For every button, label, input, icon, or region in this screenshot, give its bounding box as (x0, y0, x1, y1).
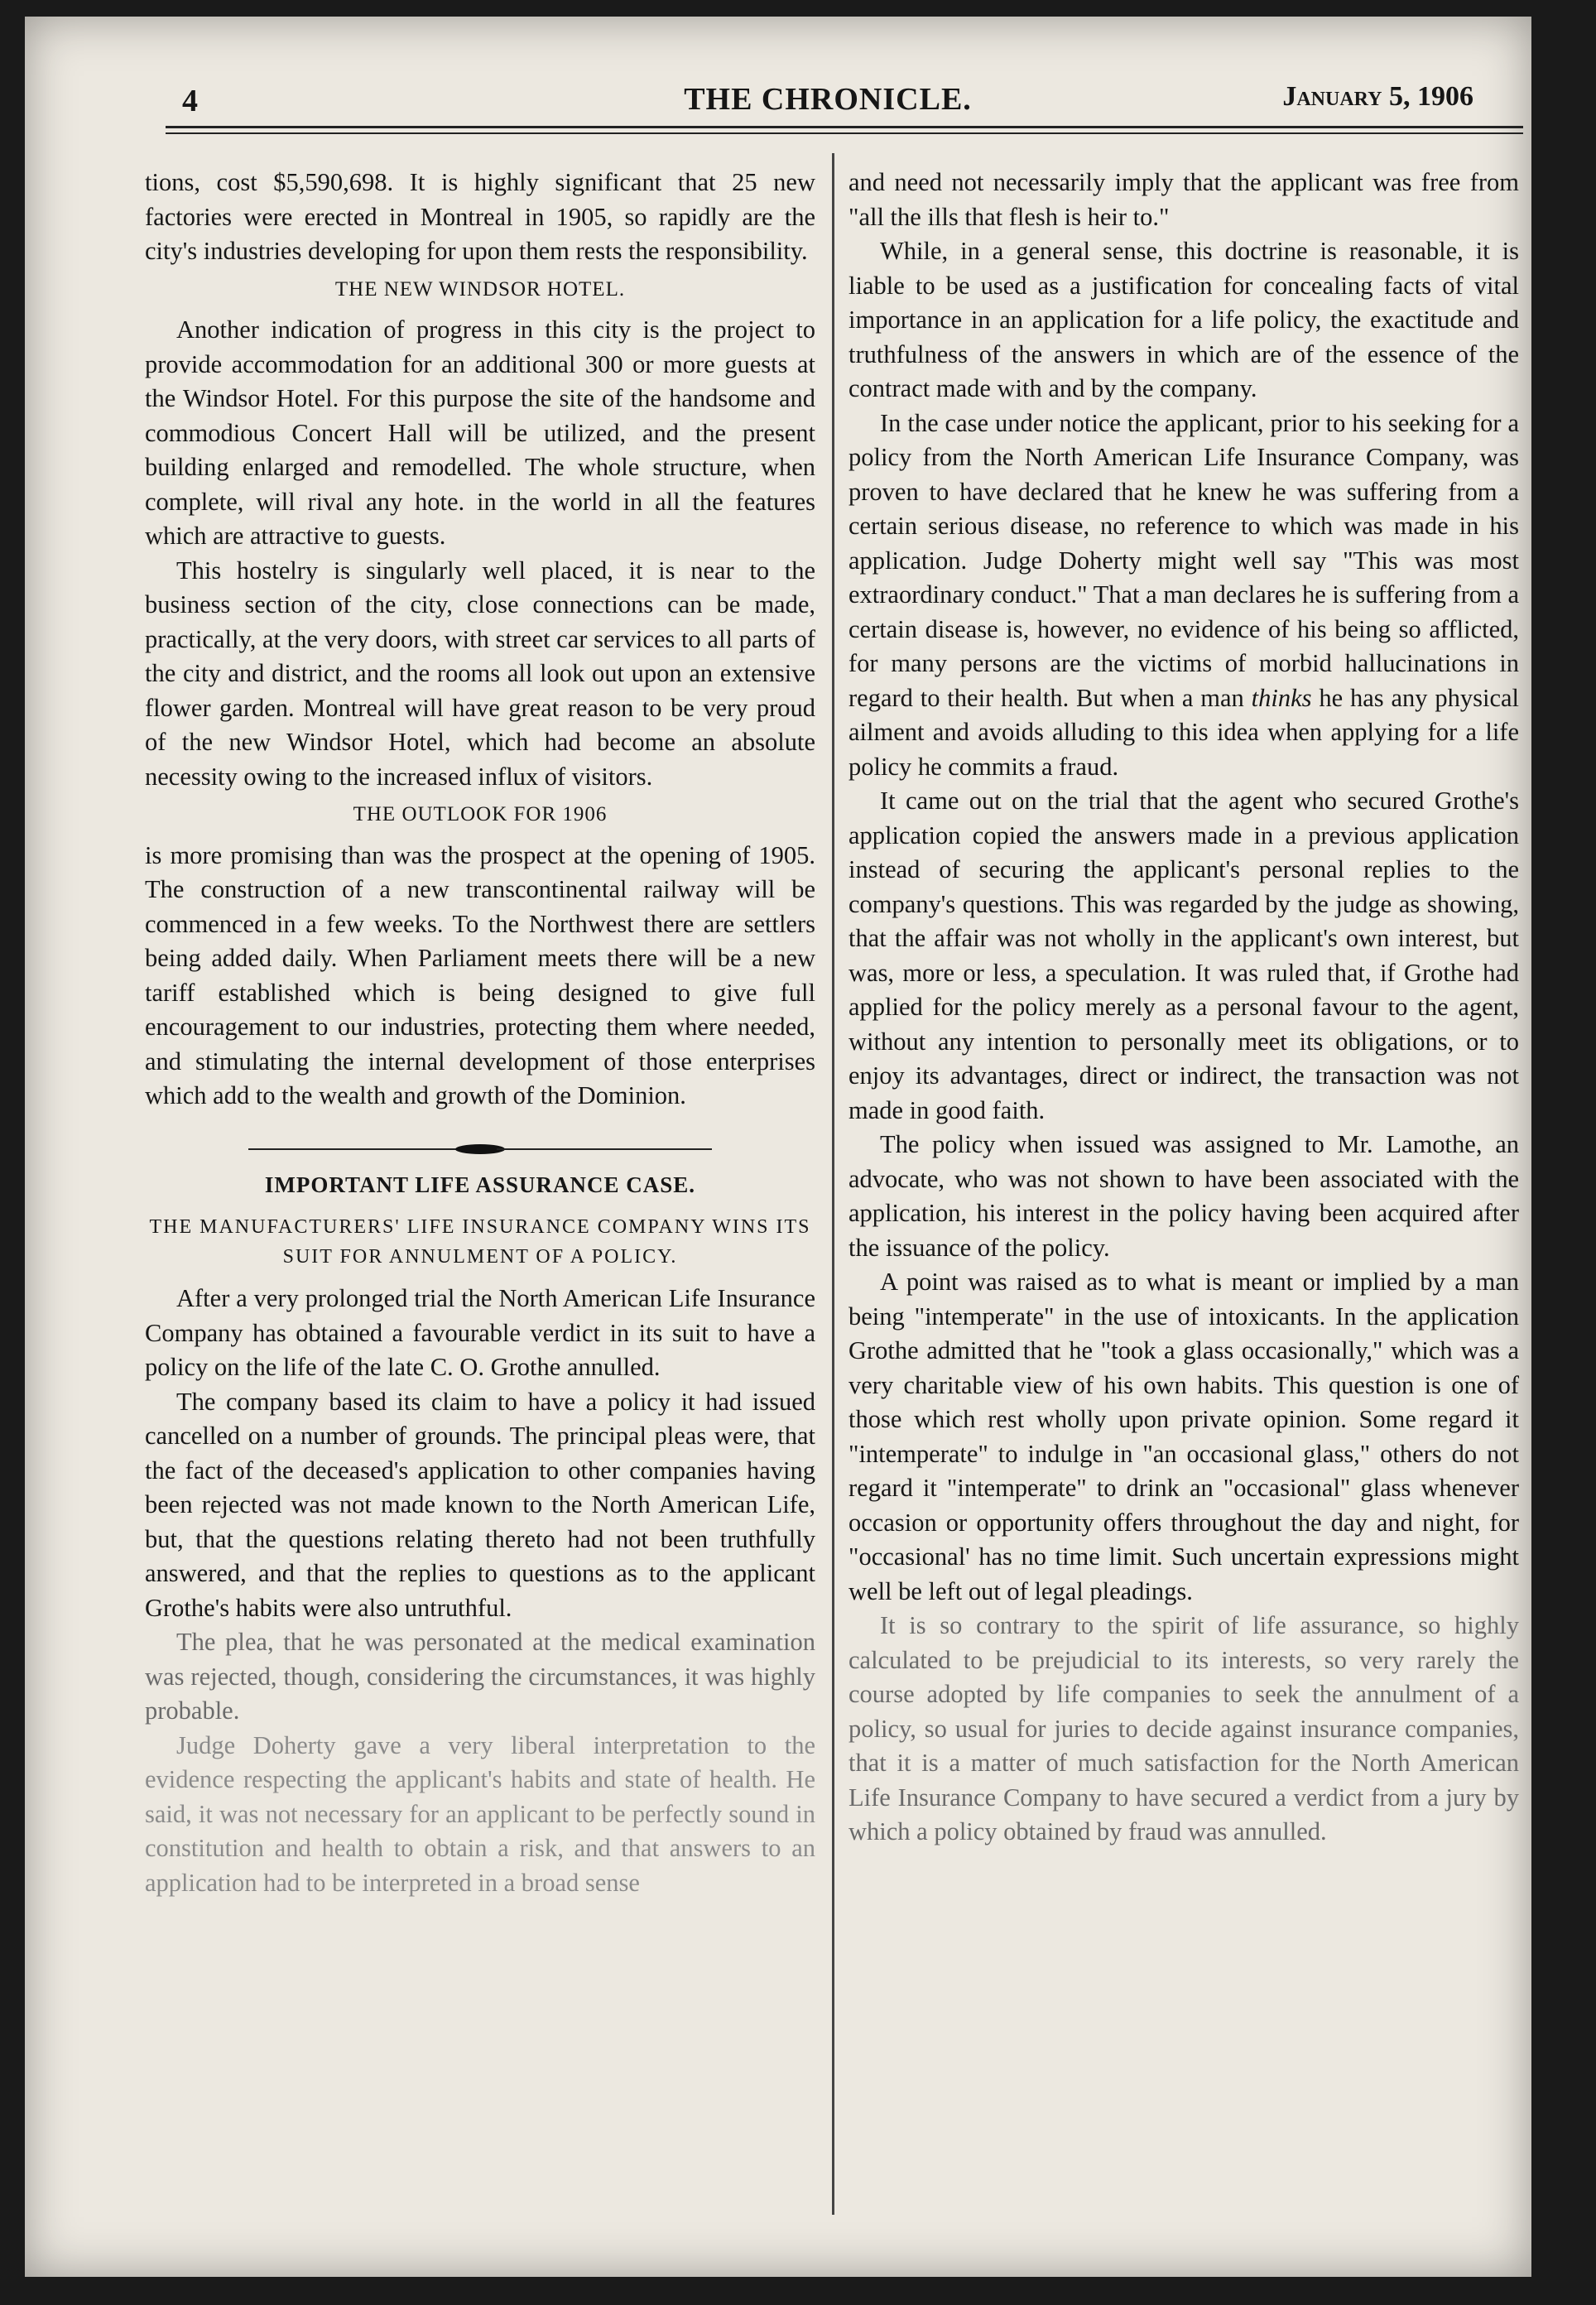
page-header (149, 75, 1507, 124)
paragraph: Another indication of progress in this city is the project to provide accommodation for an additional 300 or more guests at the Windsor Hotel. For this purpose the site of the handsome and commodious Concert Hall will be utilized, and the present building enlarged and remodelled. The whole structure, when complete, will rival any hote. in the world in all the features which are attractive to guests. (145, 315, 815, 550)
emphasized-word: thinks (1251, 683, 1312, 712)
header-rule-bottom (166, 132, 1523, 134)
newspaper-page (25, 17, 1531, 2277)
section-heading-outlook: THE OUTLOOK FOR 1906 (353, 803, 608, 825)
paragraph (848, 407, 1519, 785)
paragraph-text: he has any physical ailment and avoids alluding to this idea when applying for a life policy he commits a fraud. (848, 683, 1520, 781)
paragraph: A point was raised as to what is meant or implied by a man being "intemperate" in the use of intoxicants. In the application Grothe admitted that he "took a glass occasionally," which was a very charitable view of his own habits. This question is one of those which rest wholly upon private opinion. Some regard it "intemperate" to indulge in "an occasional glass," others do not regard it "intemperate" to drink an "occasional" glass whenever occasion or opportunity offers throughout the day and night, for "occasional' has no time limit. Such uncertain expressions might well be left out of legal pleadings. (848, 1268, 1519, 1605)
section-heading-windsor: THE NEW WINDSOR HOTEL. (334, 277, 626, 301)
paragraph: It is so contrary to the spirit of life assurance, so highly calculated to be prejudicial to its interests, so very rarely the course adopted by life companies to seek the annulment of a policy, so usual for juries to decide against insurance companies, that it is a matter of much satisfaction for the North American Life Insurance Company to have secured a verdict from a jury by which a policy obtained by fraud was annulled. (848, 1611, 1519, 1845)
issue-date: January 5, 1906 (1282, 81, 1473, 112)
column-divider (832, 153, 834, 2215)
header-rule-top (166, 126, 1523, 128)
paragraph: is more promising than was the prospect at the opening of 1905. The construction of a new transcontinental railway will be commenced in a few weeks. To the Northwest there are settlers being added daily. When Parliament meets there will be a new tariff established which is being designed to give full encouragement to our industries, protecting them where needed, and stimulating the internal development of those enterprises which add to the wealth and growth of the Dominion. (145, 840, 815, 1109)
paragraph-text: In the case under notice the applicant, prior to his seeking for a policy from the North American Life Insurance Company, was proven to have declared that he knew he was suffering from a certain serious disease, no reference to which was made in his application. Judge Doherty might well say "This was most extraordinary conduct." That a man declares he is suffering from a certain disease is, however, no evidence of his being so afflicted, for many persons are the victims of morbid hallucinations in regard to their health. But when a man (848, 408, 1519, 712)
article-subtitle: THE MANUFACTURERS' LIFE INSURANCE COMPANY WINS ITS SUIT FOR ANNULMENT OF A POLICY. (149, 1216, 811, 1268)
paragraph: The policy when issued was assigned to Mr. Lamothe, an advocate, who was not shown to have been associated with the application, his interest in the policy having been acquired after the issuance of the policy. (848, 1130, 1519, 1262)
paragraph: It came out on the trial that the agent who secured Grothe's application copied the answers made in a previous application instead of securing the applicant's personal replies to the company's questions. This was regarded by the judge as showing, that the affair was not wholly in the applicant's own interest, but was, more or less, a speculation. It was ruled that, if Grothe had applied for the policy merely as a personal favour to the agent, without any intention to personally meet its obligations, or to enjoy its advantages, direct or indirect, the transaction was not made in good faith. (848, 787, 1519, 1124)
paragraph: The plea, that he was personated at the medical examination was rejected, though, considering the circumstances, it was highly probable. (145, 1628, 815, 1725)
paragraph: and need not necessarily imply that the applicant was free from "all the ills that flesh is heir to." (848, 168, 1519, 231)
right-column (848, 166, 1519, 1850)
publication-title: THE CHRONICLE. (684, 82, 972, 117)
ornament-divider (145, 1130, 815, 1147)
paragraph: While, in a general sense, this doctrine is reasonable, it is liable to be used as a justification for concealing facts of vital importance in an application for a life policy, the exactitude and truthfulness of the answers in which are of the essence of the contract made with and by the company. (848, 237, 1519, 402)
paragraph: After a very prolonged trial the North American Life Insurance Company has obtained a favourable verdict in its suit to have a policy on the life of the late C. O. Grothe annulled. (145, 1284, 815, 1381)
page-number: 4 (182, 84, 198, 118)
article-title: IMPORTANT LIFE ASSURANCE CASE. (264, 1172, 696, 1197)
paragraph: This hostelry is singularly well placed, it is near to the business section of the city, close connections can be made, practically, at the very doors, with street car services to all parts of the city and district, and the rooms all look out upon an extensive flower garden. Montreal will have great reason to be very proud of the new Windsor Hotel, which had become an absolute necessity owing to the increased influx of visitors. (145, 556, 815, 791)
left-column (145, 166, 815, 1900)
paragraph: The company based its claim to have a policy it had issued cancelled on a number of grounds. The principal pleas were, that the fact of the deceased's application to other companies having been rejected was not made known to the North American Life, but, that the questions relating thereto had not been truthfully answered, and that the replies to questions as to the applicant Grothe's habits were also untruthful. (145, 1387, 815, 1622)
paragraph: Judge Doherty gave a very liberal interpretation to the evidence respecting the applicant's habits and state of health. He said, it was not necessary for an applicant to be perfectly sound in constitution and health to obtain a risk, and that answers to an application had to be interpreted in a broad sense (145, 1730, 815, 1897)
paragraph: tions, cost $5,590,698. It is highly significant that 25 new factories were erected in Montreal in 1905, so rapidly are the city's industries developing for upon them rests the responsibility. (145, 168, 815, 265)
